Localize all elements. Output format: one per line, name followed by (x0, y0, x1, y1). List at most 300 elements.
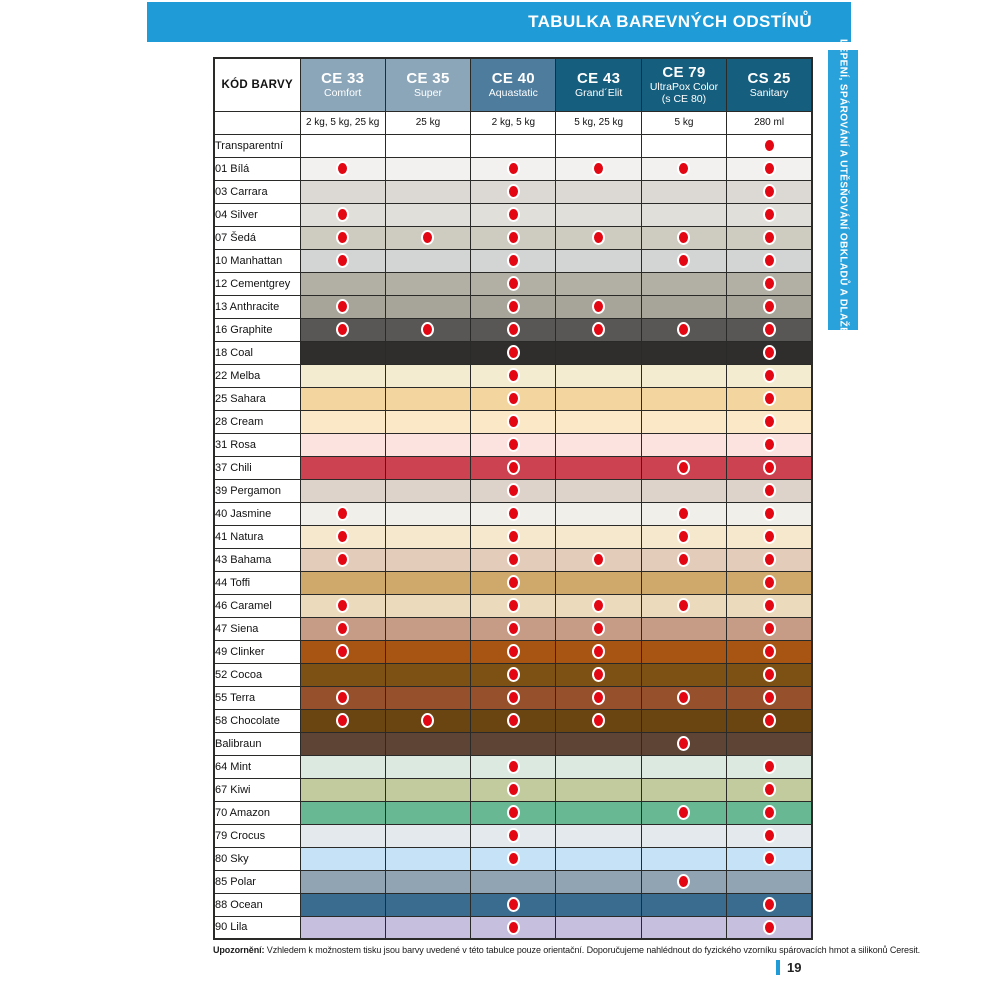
availability-cell (727, 594, 812, 617)
availability-dot-icon (507, 575, 520, 590)
availability-cell (641, 755, 726, 778)
availability-dot-icon (677, 529, 690, 544)
availability-cell (471, 249, 556, 272)
availability-cell (641, 157, 726, 180)
availability-dot-icon (763, 529, 776, 544)
availability-dot-icon (677, 230, 690, 245)
availability-dot-icon (763, 437, 776, 452)
availability-cell (641, 180, 726, 203)
color-row (214, 870, 812, 893)
availability-cell (385, 387, 470, 410)
availability-cell (727, 134, 812, 157)
availability-cell (727, 502, 812, 525)
table-corner-header: KÓD BARVY (214, 58, 300, 111)
availability-cell (471, 479, 556, 502)
availability-dot-icon (763, 782, 776, 797)
color-row (214, 387, 812, 410)
availability-cell (641, 502, 726, 525)
availability-cell (641, 272, 726, 295)
availability-cell (300, 502, 385, 525)
availability-cell (556, 410, 641, 433)
availability-dot-icon (763, 322, 776, 337)
availability-cell (641, 571, 726, 594)
availability-cell (300, 318, 385, 341)
page-title: TABULKA BAREVNÝCH ODSTÍNŮ (528, 12, 812, 31)
availability-dot-icon (763, 552, 776, 567)
availability-dot-icon (592, 230, 605, 245)
availability-cell (385, 433, 470, 456)
availability-cell (300, 387, 385, 410)
availability-cell (727, 479, 812, 502)
package-size: 2 kg, 5 kg, 25 kg (300, 111, 385, 134)
availability-cell (385, 180, 470, 203)
availability-cell (471, 525, 556, 548)
availability-cell (556, 180, 641, 203)
availability-dot-icon (507, 483, 520, 498)
availability-cell (471, 548, 556, 571)
color-code-label: 01 Bílá (214, 157, 300, 180)
color-row (214, 456, 812, 479)
availability-dot-icon (677, 506, 690, 521)
availability-cell (300, 709, 385, 732)
availability-cell (300, 548, 385, 571)
color-row (214, 847, 812, 870)
availability-dot-icon (507, 552, 520, 567)
availability-dot-icon (763, 506, 776, 521)
availability-cell (727, 847, 812, 870)
availability-cell (300, 801, 385, 824)
availability-cell (471, 893, 556, 916)
color-row (214, 479, 812, 502)
footnote-label: Upozornění: (213, 945, 265, 955)
availability-cell (385, 870, 470, 893)
availability-cell (471, 456, 556, 479)
availability-cell (641, 295, 726, 318)
availability-cell (641, 456, 726, 479)
availability-cell (300, 341, 385, 364)
availability-cell (727, 801, 812, 824)
availability-cell (727, 364, 812, 387)
availability-dot-icon (592, 299, 605, 314)
availability-dot-icon (507, 690, 520, 705)
availability-dot-icon (763, 138, 776, 153)
color-code-label: 16 Graphite (214, 318, 300, 341)
availability-cell (385, 456, 470, 479)
availability-dot-icon (763, 184, 776, 199)
color-code-label: 07 Šedá (214, 226, 300, 249)
availability-dot-icon (763, 368, 776, 383)
product-name: Comfort (323, 87, 362, 100)
color-row (214, 272, 812, 295)
availability-dot-icon (763, 575, 776, 590)
availability-cell (556, 548, 641, 571)
availability-cell (641, 594, 726, 617)
availability-cell (556, 157, 641, 180)
availability-cell (471, 364, 556, 387)
availability-cell (556, 134, 641, 157)
availability-cell (727, 916, 812, 939)
availability-cell (471, 157, 556, 180)
color-row (214, 249, 812, 272)
availability-cell (641, 709, 726, 732)
color-code-label: Balibraun (214, 732, 300, 755)
availability-cell (727, 755, 812, 778)
product-code: CE 43 (577, 70, 621, 88)
availability-cell (727, 686, 812, 709)
color-row (214, 318, 812, 341)
availability-cell (556, 893, 641, 916)
availability-cell (727, 341, 812, 364)
availability-cell (556, 870, 641, 893)
availability-dot-icon (507, 437, 520, 452)
color-code-label: 04 Silver (214, 203, 300, 226)
availability-cell (300, 456, 385, 479)
availability-dot-icon (763, 253, 776, 268)
availability-dot-icon (507, 621, 520, 636)
availability-cell (385, 525, 470, 548)
availability-cell (727, 387, 812, 410)
color-code-label: 70 Amazon (214, 801, 300, 824)
color-code-label: 40 Jasmine (214, 502, 300, 525)
availability-cell (556, 617, 641, 640)
availability-dot-icon (763, 391, 776, 406)
availability-dot-icon (507, 253, 520, 268)
availability-cell (641, 433, 726, 456)
product-name: Sanitary (749, 87, 789, 100)
availability-cell (385, 341, 470, 364)
availability-cell (471, 272, 556, 295)
availability-cell (556, 686, 641, 709)
availability-cell (641, 732, 726, 755)
availability-dot-icon (421, 713, 434, 728)
availability-dot-icon (507, 529, 520, 544)
availability-cell (727, 663, 812, 686)
availability-cell (300, 410, 385, 433)
availability-cell (641, 203, 726, 226)
availability-cell (641, 387, 726, 410)
availability-dot-icon (507, 414, 520, 429)
availability-dot-icon (592, 690, 605, 705)
availability-cell (556, 801, 641, 824)
availability-dot-icon (336, 690, 349, 705)
availability-cell (727, 732, 812, 755)
color-code-label: 79 Crocus (214, 824, 300, 847)
color-code-label: 39 Pergamon (214, 479, 300, 502)
availability-dot-icon (592, 552, 605, 567)
availability-cell (556, 249, 641, 272)
availability-cell (641, 870, 726, 893)
availability-cell (556, 732, 641, 755)
availability-cell (641, 249, 726, 272)
availability-dot-icon (336, 552, 349, 567)
availability-cell (727, 433, 812, 456)
availability-cell (300, 916, 385, 939)
availability-dot-icon (507, 322, 520, 337)
availability-cell (385, 709, 470, 732)
availability-dot-icon (507, 759, 520, 774)
availability-dot-icon (336, 299, 349, 314)
availability-cell (727, 893, 812, 916)
column-header-cs25 (727, 58, 812, 111)
size-row-empty-cell (214, 111, 300, 134)
color-code-label: 03 Carrara (214, 180, 300, 203)
availability-cell (556, 594, 641, 617)
availability-cell (556, 916, 641, 939)
availability-dot-icon (336, 644, 349, 659)
footnote (213, 945, 921, 955)
color-row (214, 824, 812, 847)
color-code-label: 67 Kiwi (214, 778, 300, 801)
availability-dot-icon (336, 621, 349, 636)
availability-cell (385, 617, 470, 640)
availability-cell (556, 479, 641, 502)
availability-dot-icon (336, 506, 349, 521)
product-name: Grand´Elit (575, 87, 623, 100)
availability-cell (727, 318, 812, 341)
color-row (214, 203, 812, 226)
availability-dot-icon (507, 460, 520, 475)
product-name-line2: (s CE 80) (661, 93, 707, 106)
availability-cell (385, 157, 470, 180)
availability-cell (385, 134, 470, 157)
availability-cell (300, 433, 385, 456)
color-row (214, 525, 812, 548)
availability-cell (471, 502, 556, 525)
color-code-label: 12 Cementgrey (214, 272, 300, 295)
availability-dot-icon (677, 460, 690, 475)
color-row (214, 295, 812, 318)
availability-cell (727, 295, 812, 318)
availability-dot-icon (507, 391, 520, 406)
availability-cell (385, 502, 470, 525)
availability-cell (727, 548, 812, 571)
availability-cell (641, 686, 726, 709)
availability-cell (385, 226, 470, 249)
availability-cell (641, 824, 726, 847)
availability-cell (641, 548, 726, 571)
availability-cell (385, 893, 470, 916)
availability-cell (471, 663, 556, 686)
availability-cell (727, 456, 812, 479)
availability-cell (471, 594, 556, 617)
column-header-ce33 (300, 58, 385, 111)
color-code-label: 10 Manhattan (214, 249, 300, 272)
availability-cell (385, 318, 470, 341)
column-header-ce35 (385, 58, 470, 111)
availability-dot-icon (507, 184, 520, 199)
availability-cell (300, 479, 385, 502)
page-number (776, 960, 801, 975)
availability-cell (385, 732, 470, 755)
availability-cell (556, 226, 641, 249)
availability-dot-icon (763, 644, 776, 659)
availability-dot-icon (763, 345, 776, 360)
color-code-label: 85 Polar (214, 870, 300, 893)
availability-cell (471, 732, 556, 755)
availability-dot-icon (507, 667, 520, 682)
availability-cell (385, 249, 470, 272)
availability-cell (641, 226, 726, 249)
availability-cell (727, 180, 812, 203)
package-size: 5 kg, 25 kg (556, 111, 641, 134)
availability-cell (300, 732, 385, 755)
availability-cell (727, 870, 812, 893)
color-row (214, 410, 812, 433)
availability-dot-icon (507, 506, 520, 521)
availability-cell (300, 571, 385, 594)
color-row (214, 341, 812, 364)
color-row (214, 502, 812, 525)
package-size: 25 kg (385, 111, 470, 134)
availability-dot-icon (507, 207, 520, 222)
availability-cell (385, 686, 470, 709)
availability-cell (727, 226, 812, 249)
availability-cell (300, 824, 385, 847)
availability-dot-icon (763, 690, 776, 705)
color-row (214, 364, 812, 387)
availability-cell (641, 778, 726, 801)
availability-cell (556, 341, 641, 364)
color-row (214, 663, 812, 686)
color-row (214, 755, 812, 778)
page-number-bar (776, 960, 780, 975)
package-size: 280 ml (727, 111, 812, 134)
availability-cell (556, 525, 641, 548)
color-code-label: 18 Coal (214, 341, 300, 364)
footnote-text: Vzhledem k možnostem tisku jsou barvy uvedené v této tabulce pouze orientační. Doporučujeme nahlédnout do fyzického vzorníku spárovacích hmot a silikonů Ceresit. (264, 945, 921, 955)
page-header-bar (147, 2, 851, 42)
color-code-label: 43 Bahama (214, 548, 300, 571)
availability-dot-icon (592, 713, 605, 728)
availability-cell (727, 525, 812, 548)
availability-cell (385, 778, 470, 801)
availability-cell (641, 134, 726, 157)
availability-cell (300, 870, 385, 893)
chapter-side-tab-label: LEPENÍ, SPÁROVÁNÍ A UTĚSŇOVÁNÍ OBKLADŮ A DLAŽBY (837, 38, 849, 342)
availability-dot-icon (507, 713, 520, 728)
availability-cell (471, 318, 556, 341)
availability-dot-icon (336, 713, 349, 728)
availability-cell (471, 778, 556, 801)
availability-cell (641, 364, 726, 387)
availability-cell (385, 755, 470, 778)
availability-dot-icon (592, 621, 605, 636)
availability-dot-icon (763, 299, 776, 314)
availability-cell (556, 387, 641, 410)
availability-cell (471, 295, 556, 318)
availability-cell (471, 686, 556, 709)
availability-cell (385, 479, 470, 502)
availability-dot-icon (763, 207, 776, 222)
availability-cell (471, 341, 556, 364)
availability-dot-icon (336, 161, 349, 176)
availability-dot-icon (763, 828, 776, 843)
availability-cell (556, 364, 641, 387)
availability-dot-icon (763, 483, 776, 498)
availability-cell (385, 824, 470, 847)
availability-dot-icon (507, 230, 520, 245)
color-code-label: 80 Sky (214, 847, 300, 870)
availability-cell (300, 663, 385, 686)
availability-cell (385, 801, 470, 824)
availability-dot-icon (592, 644, 605, 659)
availability-dot-icon (763, 230, 776, 245)
availability-cell (727, 249, 812, 272)
availability-dot-icon (336, 529, 349, 544)
availability-cell (641, 663, 726, 686)
color-code-label: 64 Mint (214, 755, 300, 778)
availability-cell (556, 295, 641, 318)
availability-cell (300, 755, 385, 778)
color-row (214, 893, 812, 916)
availability-cell (471, 617, 556, 640)
availability-dot-icon (763, 805, 776, 820)
availability-dot-icon (763, 161, 776, 176)
availability-dot-icon (507, 161, 520, 176)
color-code-label: 46 Caramel (214, 594, 300, 617)
availability-cell (300, 617, 385, 640)
availability-dot-icon (507, 897, 520, 912)
availability-dot-icon (507, 299, 520, 314)
availability-cell (300, 249, 385, 272)
availability-dot-icon (763, 920, 776, 935)
availability-dot-icon (763, 460, 776, 475)
availability-dot-icon (763, 414, 776, 429)
color-code-label: 25 Sahara (214, 387, 300, 410)
color-row (214, 226, 812, 249)
product-name: Aquastatic (488, 87, 538, 100)
color-code-label: 55 Terra (214, 686, 300, 709)
product-code: CE 40 (491, 70, 535, 88)
availability-cell (471, 640, 556, 663)
availability-dot-icon (421, 322, 434, 337)
availability-cell (300, 226, 385, 249)
availability-cell (385, 640, 470, 663)
availability-cell (385, 571, 470, 594)
availability-dot-icon (677, 805, 690, 820)
availability-dot-icon (763, 621, 776, 636)
color-code-label: 37 Chili (214, 456, 300, 479)
availability-cell (471, 203, 556, 226)
availability-cell (300, 525, 385, 548)
availability-cell (385, 916, 470, 939)
availability-dot-icon (421, 230, 434, 245)
availability-cell (727, 203, 812, 226)
color-row (214, 709, 812, 732)
availability-dot-icon (763, 851, 776, 866)
availability-cell (641, 525, 726, 548)
color-row (214, 548, 812, 571)
availability-cell (641, 617, 726, 640)
product-code: CS 25 (747, 70, 791, 88)
color-row (214, 433, 812, 456)
availability-cell (727, 157, 812, 180)
availability-cell (727, 272, 812, 295)
color-row (214, 617, 812, 640)
availability-cell (556, 755, 641, 778)
availability-cell (471, 870, 556, 893)
column-header-ce40 (471, 58, 556, 111)
color-code-label: 28 Cream (214, 410, 300, 433)
availability-cell (641, 847, 726, 870)
availability-cell (641, 893, 726, 916)
availability-dot-icon (507, 598, 520, 613)
availability-dot-icon (592, 667, 605, 682)
availability-cell (556, 318, 641, 341)
availability-dot-icon (763, 598, 776, 613)
package-size: 2 kg, 5 kg (471, 111, 556, 134)
availability-cell (727, 709, 812, 732)
